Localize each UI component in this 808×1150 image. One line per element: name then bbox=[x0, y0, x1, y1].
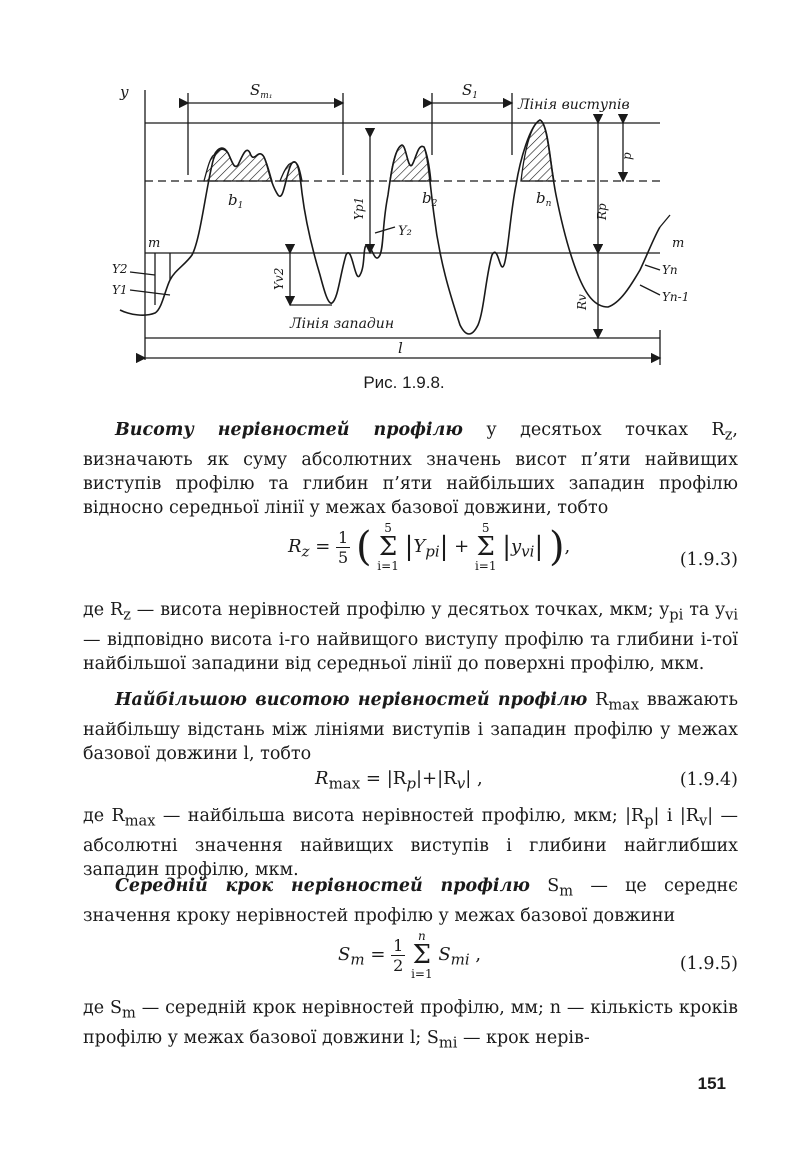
rp-label: Rp bbox=[595, 203, 609, 220]
term-sm: Середній крок нерівностей профілю bbox=[115, 876, 530, 896]
y2-label: Y2 bbox=[112, 262, 128, 276]
sm-label: $S_{m_1}$ bbox=[250, 81, 273, 101]
yn1-label: Yn-1 bbox=[662, 290, 690, 304]
b2-label: $b_2$ bbox=[422, 189, 438, 209]
term-rmax: Найбільшою висотою нерівностей профілю bbox=[115, 690, 588, 710]
paragraph-1: Висоту нерівностей профілю у десятьох точках $R_z$, визначають як суму абсолютних значень висот п’яти найвищих виступів профілю та глибин п’яти найбільших западин профілю відносно середньої лінії у межах базової довжини, тобто bbox=[83, 420, 738, 518]
rv-label: Rv bbox=[575, 294, 589, 310]
equation-number: (1.9.4) bbox=[679, 770, 738, 790]
formula-1-9-5: $S_m$ = $\frac{1}{2}$ n Σ i=1 $S_{mi}$ , (1.9.5) bbox=[338, 929, 738, 981]
profile-figure bbox=[100, 75, 720, 375]
figure-caption: Рис. 1.9.8. bbox=[363, 373, 445, 392]
peak-line-label: Лінія виступів bbox=[518, 97, 630, 113]
yp1-label: Yp1 bbox=[352, 196, 366, 220]
term-rz: Висоту нерівностей профілю bbox=[115, 420, 463, 440]
profile-diagram bbox=[100, 75, 720, 375]
bn-label: $b_n$ bbox=[536, 189, 552, 209]
y1-label: Y1 bbox=[112, 283, 128, 297]
fraction: $\frac{1}{2}$ bbox=[393, 935, 404, 975]
s-label: $S_1$ bbox=[462, 81, 479, 101]
paragraph-5: Середній крок нерівностей профілю $S_m$ — це середнє значення кроку нерівностей профілю у межах базової довжини bbox=[83, 876, 738, 926]
paragraph-3: Найбільшою висотою нерівностей профілю $R_{max}$ вважають найбільшу відстань між лініями виступів і западин профілю у межах базової довжини l, тобто bbox=[83, 690, 738, 764]
equation-number: (1.9.3) bbox=[679, 550, 738, 570]
p-label: p bbox=[620, 152, 634, 160]
valley-line-label: Лінія западин bbox=[290, 316, 395, 332]
sum-symbol: 5 Σ i=1 bbox=[377, 521, 399, 573]
fraction: $\frac{1}{5}$ bbox=[338, 527, 349, 567]
m-left-label: m bbox=[148, 236, 161, 251]
yn-label: Yn bbox=[662, 263, 678, 277]
paragraph-4: де $R_{max}$ — найбільша висота нерівностей профілю, мкм; $|R_p|$ і $|R_v|$ — абсолютні значення найвищих виступів і глибини найглибших западин профілю, мкм. bbox=[83, 806, 738, 880]
formula-1-9-3: $R_z$ = $\frac{1}{5}$ ( 5 Σ i=1 $|Y_{pi}| + 5$ Σ i=1 $|y_{vi}|$ ), (1.9.3) bbox=[288, 521, 738, 573]
b1-label: $b_1$ bbox=[228, 191, 244, 211]
y2-mid-label: Y₂ bbox=[398, 224, 412, 239]
equation-number: (1.9.5) bbox=[679, 954, 738, 974]
page-number: 151 bbox=[697, 1074, 726, 1093]
sum-symbol: 5 Σ i=1 bbox=[474, 521, 497, 573]
y-axis-label: y bbox=[120, 83, 129, 101]
l-label: l bbox=[398, 339, 403, 357]
paragraph-6: де $S_m$ — середній крок нерівностей профілю, мм; n — кількість кроків профілю у межах базової довжини l; $S_{mi}$ — крок нерів- bbox=[83, 998, 738, 1051]
yv2-label: Yv2 bbox=[272, 267, 286, 290]
sum-symbol: n Σ i=1 bbox=[411, 929, 433, 981]
formula-1-9-4: $R_{max} = |R_p|+|R_v|$ , (1.9.4) bbox=[315, 768, 738, 793]
m-right-label: m bbox=[672, 236, 685, 251]
paragraph-2: де $R_z$ — висота нерівностей профілю у десятьох точках, мкм; $y_{pi}$ та $y_{vi}$ — відповідно висота i-го найвищого виступу профілю та глибини i-тої найбільшої западини від середньої лінії до поверхні профілю, мкм. bbox=[83, 600, 738, 674]
